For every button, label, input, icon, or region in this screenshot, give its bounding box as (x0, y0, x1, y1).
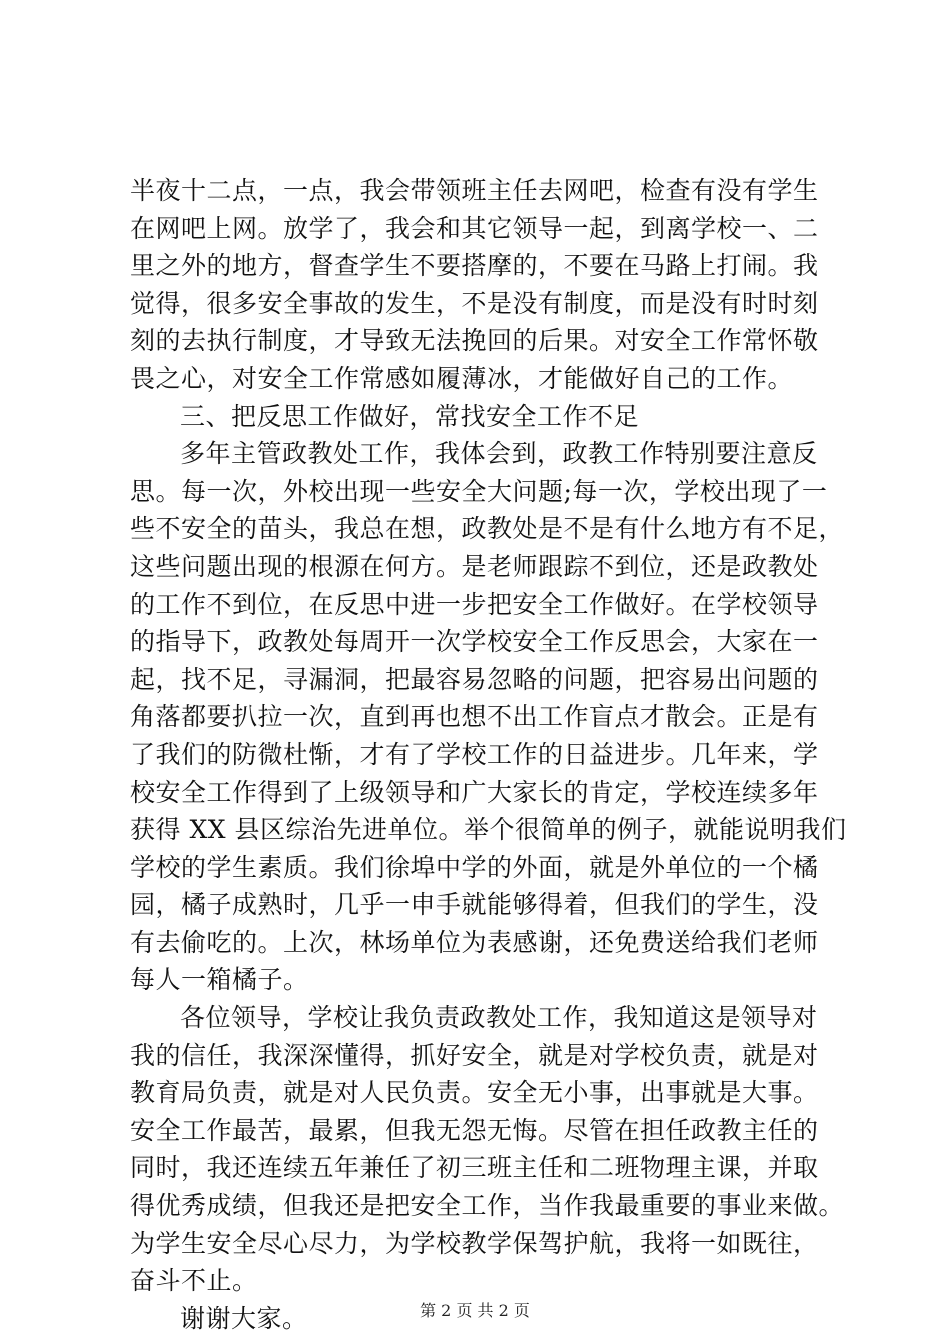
section-heading: 三、把反思工作做好，常找安全工作不足 (180, 401, 640, 431)
closing-line: 谢谢大家。 (180, 1303, 308, 1333)
document-body (130, 172, 850, 1337)
text-line: 学校的学生素质。我们徐埠中学的外面，就是外单位的一个橘 (130, 852, 819, 882)
text-line: 了我们的防微杜惭，才有了学校工作的日益进步。几年来，学 (130, 739, 819, 769)
text-line: 半夜十二点，一点，我会带领班主任去网吧，检查有没有学生 (130, 176, 819, 205)
text-line: 校安全工作得到了上级领导和广大家长的肯定，学校连续多年 (130, 777, 819, 807)
text-line: 多年主管政教处工作，我体会到，政教工作特别要注意反 (180, 439, 818, 469)
text-line: 我的信任，我深深懂得，抓好安全，就是对学校负责，就是对 (130, 1040, 819, 1070)
text-line: 各位领导，学校让我负责政教处工作，我知道这是领导对 (180, 1003, 818, 1033)
text-line: 里之外的地方，督查学生不要搭摩的，不要在马路上打闹。我 (130, 251, 819, 281)
text-line: 思。每一次，外校出现一些安全大问题;每一次，学校出现了一 (130, 476, 828, 506)
text-line: 每人一箱橘子。 (130, 965, 309, 995)
text-line: 觉得，很多安全事故的发生，不是没有制度，而是没有时时刻 (130, 288, 819, 318)
text-line: 刻的去执行制度，才导致无法挽回的后果。对安全工作常怀敬 (130, 326, 819, 356)
text-line: 为学生安全尽心尽力，为学校教学保驾护航，我将一如既往， (130, 1228, 819, 1258)
text-line: 些不安全的苗头，我总在想，政教处是不是有什么地方有不足， (130, 514, 845, 544)
text-line: 获得 XX 县区综治先进单位。举个很简单的例子，就能说明我们 (130, 815, 847, 845)
text-line: 起，找不足，寻漏洞，把最容易忽略的问题，把容易出问题的 (130, 664, 819, 694)
text-line: 同时，我还连续五年兼任了初三班主任和二班物理主课，并取 (130, 1153, 819, 1183)
text-line: 奋斗不止。 (130, 1266, 258, 1296)
text-line: 安全工作最苦，最累，但我无怨无悔。尽管在担任政教主任的 (130, 1115, 819, 1145)
page-footer: 第 2 页 共 2 页 (420, 1301, 530, 1320)
text-line: 的工作不到位，在反思中进一步把安全工作做好。在学校领导 (130, 589, 819, 619)
text-line: 教育局负责，就是对人民负责。安全无小事，出事就是大事。 (130, 1078, 819, 1108)
text-line: 畏之心，对安全工作常感如履薄冰，才能做好自己的工作。 (130, 363, 794, 393)
text-line: 的指导下，政教处每周开一次学校安全工作反思会，大家在一 (130, 627, 819, 657)
text-line: 有去偷吃的。上次，林场单位为表感谢，还免费送给我们老师 (130, 927, 819, 957)
text-line: 得优秀成绩，但我还是把安全工作，当作我最重要的事业来做。 (130, 1191, 845, 1221)
text-line: 在网吧上网。放学了，我会和其它领导一起，到离学校一、二 (130, 213, 819, 243)
text-line: 角落都要扒拉一次，直到再也想不出工作盲点才散会。正是有 (130, 702, 819, 732)
text-line: 这些问题出现的根源在何方。是老师跟踪不到位，还是政教处 (130, 551, 819, 581)
text-line: 园，橘子成熟时，几乎一申手就能够得着，但我们的学生，没 (130, 890, 819, 920)
